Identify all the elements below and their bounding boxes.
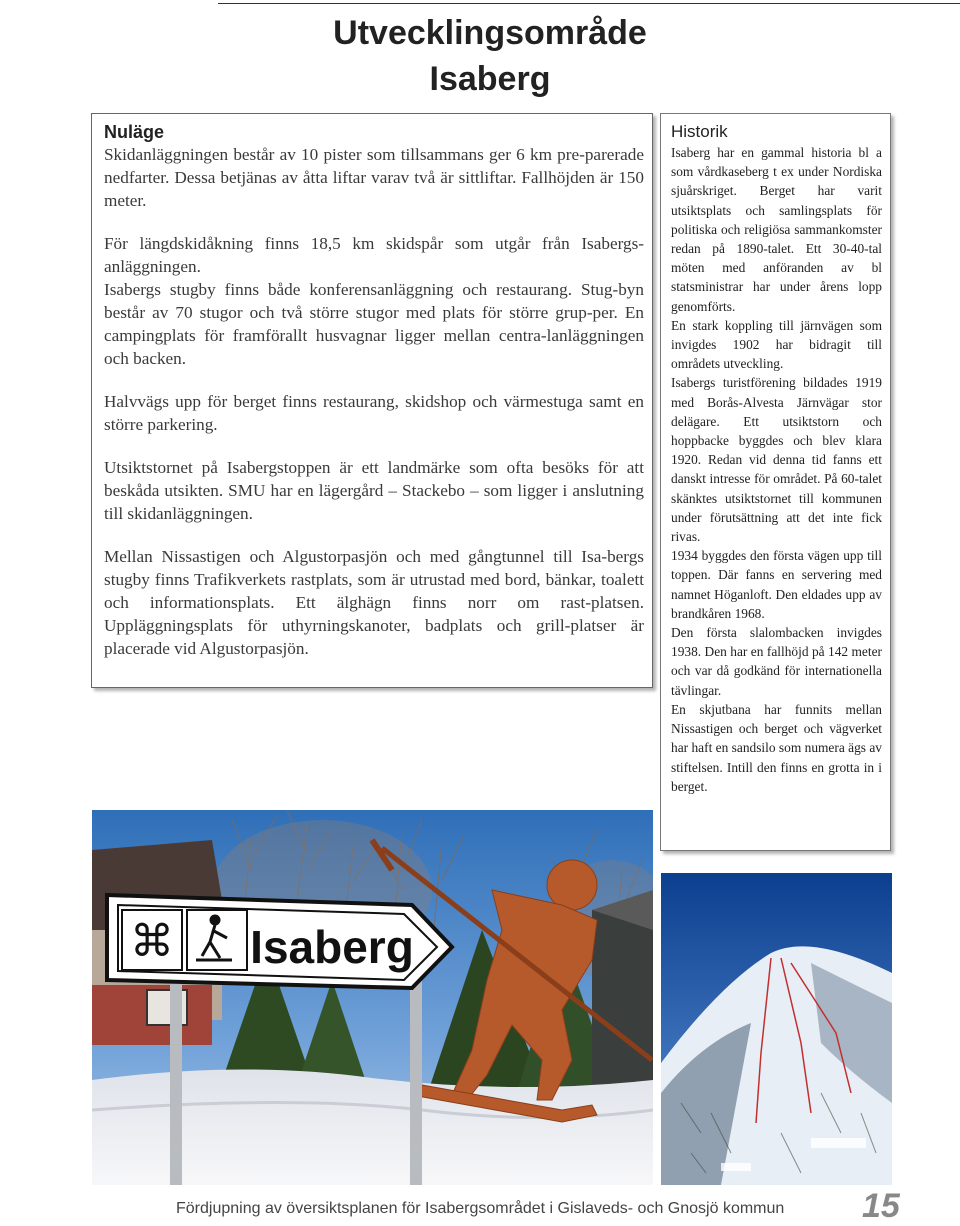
historik-paragraph: Isabergs turistförening bildades 1919 med Borås-Alvesta Järnvägar stor delägare. Ett utsiktstorn och hoppbacke byggdes och blev klara 1920. Redan vid denna tid fanns ett danskt intresse för området. På 60-talet skänktes utsiktstornet till kommunen under förutsättning att det inte fick rivas. xyxy=(671,375,882,545)
sign-text: Isaberg xyxy=(250,921,414,973)
ski-area-map xyxy=(661,873,892,1185)
nulage-paragraph: Isabergs stugby finns både konferensanläggning och restaurang. Stug-byn består av 70 stugor och två större stugor med plats för större grup-per. En campingplats för framförallt husvagnar ligger mellan centra-lanläggningen och backen. xyxy=(104,280,644,368)
nulage-heading: Nuläge xyxy=(104,122,165,142)
nulage-paragraph: Halvvägs upp för berget finns restaurang, skidshop och värmestuga samt en större parkering. xyxy=(104,392,644,434)
historik-paragraph: 1934 byggdes den första vägen upp till toppen. Där fanns en servering med namnet Höganloft. Den eldades upp av brandkåren 1968. xyxy=(671,548,882,621)
isaberg-sign-photo xyxy=(92,810,653,1185)
historik-box xyxy=(660,113,891,851)
historik-heading: Historik xyxy=(671,122,728,141)
page-title xyxy=(300,10,680,102)
top-rule xyxy=(218,3,960,4)
sign-symbol: ⌘ xyxy=(130,916,174,967)
page-number: 15 xyxy=(862,1187,900,1225)
page-title-line-2: Isaberg xyxy=(429,60,551,98)
historik-paragraph: En stark koppling till järnvägen som invigdes 1902 har bidragit till områdets utveckling. xyxy=(671,317,882,372)
historik-paragraph: Isaberg har en gammal historia bl a som vårdkaseberg t ex under Nordiska sjuårskriget. Berget har varit utsiktsplats och samlingsplats för politiska och religiösa sammankomster redan på 1890-talet. Ett 30-40-tal möten med anföranden av bl statsministrar har under årens lopp genomförts. xyxy=(671,145,882,314)
nulage-box xyxy=(91,113,653,688)
nulage-paragraph: Utsiktstornet på Isabergstoppen är ett landmärke som ofta besöks för att beskåda utsikten. SMU har en lägergård – Stackebo – som ligger i anslutning till skidanläggningen. xyxy=(104,458,644,523)
nulage-paragraph: Mellan Nissastigen och Algustorpasjön och med gångtunnel till Isa-bergs stugby finns Trafikverkets rastplats, som är utrustad med bord, bänkar, toalett och informationsplats. Ett älghägn finns norr om rast-platsen. Uppläggningsplats för uthyrningskanoter, badplats och grill-platser är placerade vid Algustorpasjön. xyxy=(104,547,644,658)
historik-paragraph: Den första slalombacken invigdes 1938. Den har en fallhöjd på 142 meter och var då godkänd för internationella tävlingar. xyxy=(671,625,882,698)
page-title-line-1: Utvecklingsområde xyxy=(333,14,647,52)
nulage-paragraph: Skidanläggningen består av 10 pister som tillsammans ger 6 km pre-parerade nedfarter. Dessa betjänas av åtta liftar varav två är sittliftar. Fallhöjden är 150 meter. xyxy=(104,145,644,210)
nulage-paragraph: För längdskidåkning finns 18,5 km skidspår som utgår från Isabergs-anläggningen. xyxy=(104,234,644,276)
historik-paragraph: En skjutbana har funnits mellan Nissastigen och berget och vägverket har haft en sandsilo som numera ägs av stiftelsen. Intill den finns en grotta in i berget. xyxy=(671,701,882,794)
footer-text: Fördjupning av översiktsplanen för Isabergsområdet i Gislaveds- och Gnosjö kommun xyxy=(176,1200,785,1217)
